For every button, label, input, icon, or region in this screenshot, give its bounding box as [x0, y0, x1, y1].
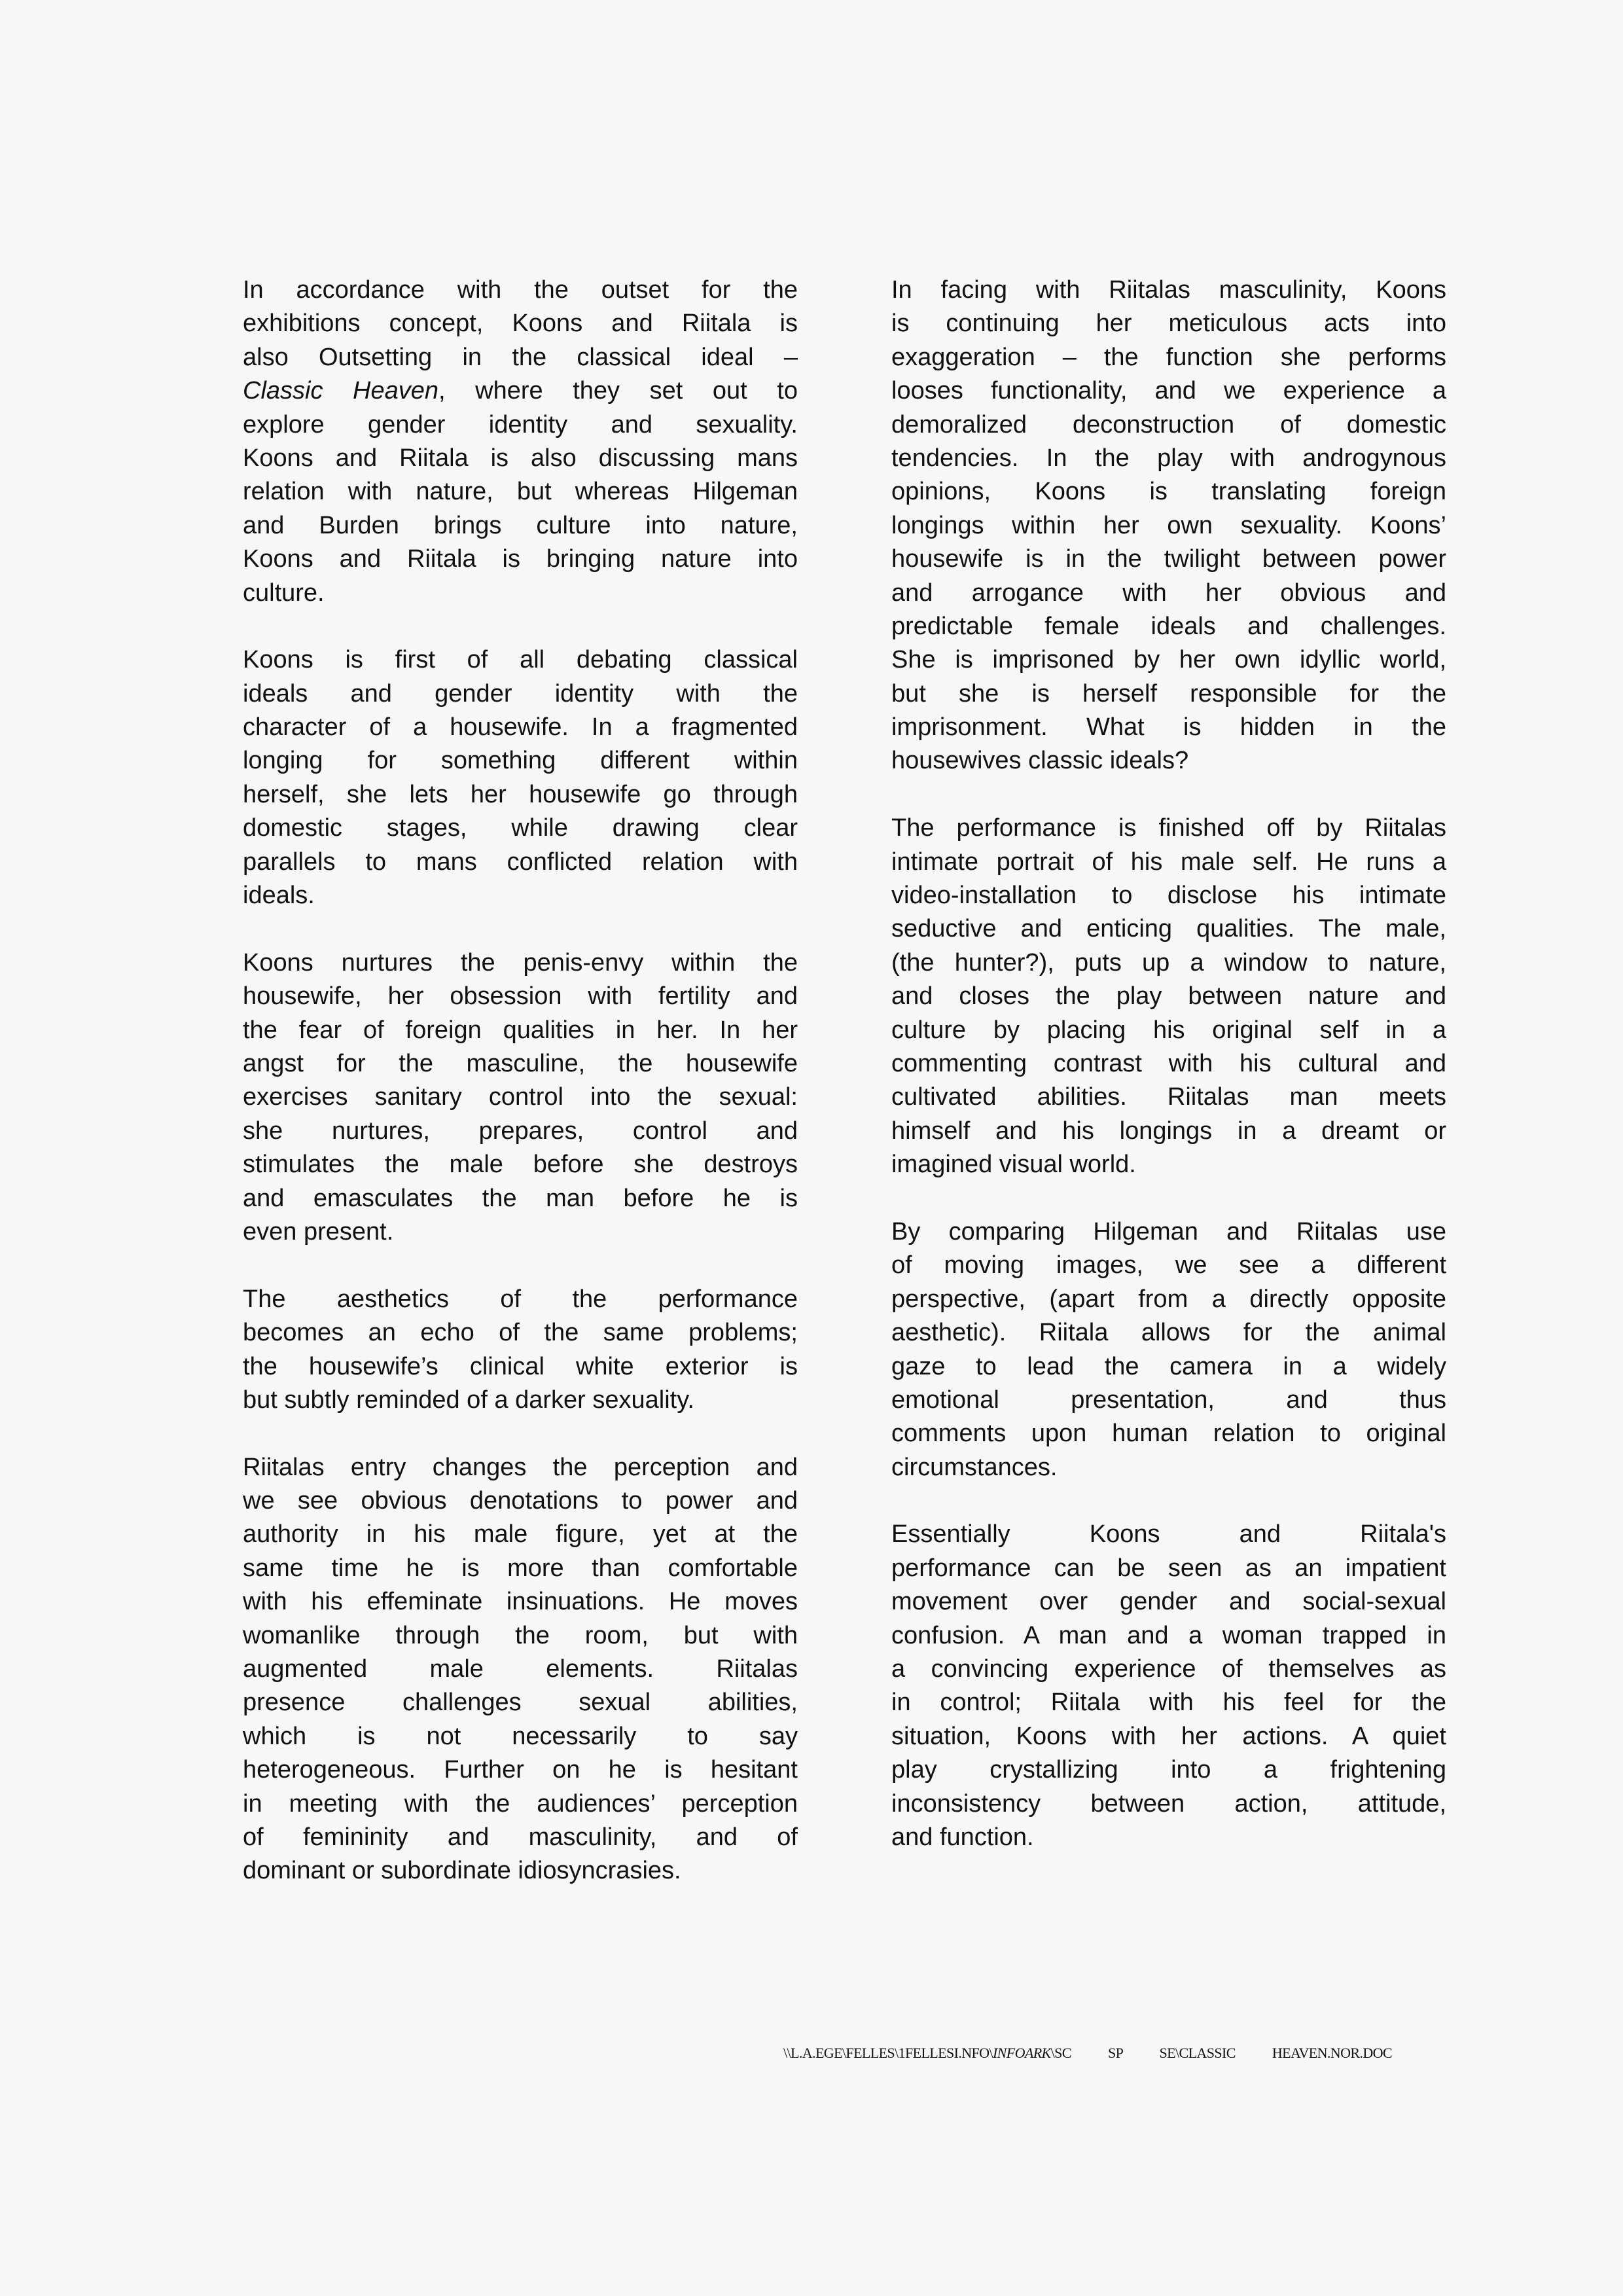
text-line: intimate portrait of his male self. He runs a — [891, 848, 1446, 876]
text-line: exercises sanitary control into the sexual: — [243, 1083, 798, 1111]
paragraph — [891, 812, 1446, 1181]
text-line: perspective, (apart from a directly opposite — [891, 1285, 1446, 1313]
text-line: By comparing Hilgeman and Riitalas use — [891, 1217, 1446, 1246]
text-line: Essentially Koons and Riitala's — [891, 1520, 1446, 1549]
text-line: is continuing her meticulous acts into — [891, 310, 1446, 338]
text-line: also Outsetting in the classical ideal – — [243, 343, 798, 371]
text-line: seductive and enticing qualities. The male, — [891, 915, 1446, 943]
text-line: explore gender identity and sexuality. — [243, 410, 798, 439]
text-line: housewives classic ideals? — [891, 747, 1189, 775]
text-line: exaggeration – the function she performs — [891, 343, 1446, 371]
text-line: same time he is more than comfortable — [243, 1554, 798, 1582]
text-line: longings within her own sexuality. Koons’ — [891, 511, 1446, 539]
text-line: comments upon human relation to original — [891, 1420, 1446, 1448]
text-line: inconsistency between action, attitude, — [891, 1789, 1446, 1818]
text-line: of moving images, we see a different — [891, 1251, 1446, 1280]
text-column-right — [891, 274, 1446, 1888]
text-line: in meeting with the audiences’ perception — [243, 1789, 798, 1818]
text-line: and closes the play between nature and — [891, 982, 1446, 1011]
text-line: She is imprisoned by her own idyllic world, — [891, 646, 1446, 674]
text-line: becomes an echo of the same problems; — [243, 1319, 798, 1347]
text-line: (the hunter?), puts up a window to nature, — [891, 948, 1446, 977]
text-line: Riitalas entry changes the perception and — [243, 1453, 798, 1481]
text-line: imagined visual world. — [891, 1151, 1136, 1179]
text-line: the housewife’s clinical white exterior is — [243, 1352, 798, 1380]
text-line: longing for something different within — [243, 747, 798, 775]
paragraph — [243, 946, 798, 1249]
text-line: a convincing experience of themselves as — [891, 1655, 1446, 1683]
text-line: ideals. — [243, 882, 315, 910]
paragraph — [891, 1518, 1446, 1854]
paragraph — [243, 1451, 798, 1888]
emphasis-text: Classic Heaven — [243, 377, 439, 405]
text-line: presence challenges sexual abilities, — [243, 1689, 798, 1717]
text-line: predictable female ideals and challenges. — [891, 612, 1446, 640]
text-line: himself and his longings in a dreamt or — [891, 1117, 1446, 1145]
text-line: the fear of foreign qualities in her. In her — [243, 1016, 798, 1044]
text-line: which is not necessarily to say — [243, 1722, 798, 1750]
text-line: stimulates the male before she destroys — [243, 1151, 798, 1179]
text-line: emotional presentation, and thus — [891, 1386, 1446, 1414]
paragraph — [243, 274, 798, 610]
text-line: aesthetic). Riitala allows for the animal — [891, 1319, 1446, 1347]
text-line: performance can be seen as an impatient — [891, 1554, 1446, 1582]
text-line: heterogeneous. Further on he is hesitant — [243, 1756, 798, 1784]
text-line: commenting contrast with his cultural and — [891, 1049, 1446, 1077]
text-line: authority in his male figure, yet at the — [243, 1520, 798, 1549]
text-line: imprisonment. What is hidden in the — [891, 713, 1446, 742]
text-line: we see obvious denotations to power and — [243, 1487, 798, 1515]
text-line: in control; Riitala with his feel for the — [891, 1689, 1446, 1717]
text-line: housewife is in the twilight between power — [891, 545, 1446, 573]
text-line: ideals and gender identity with the — [243, 679, 798, 708]
text-line: parallels to mans conflicted relation with — [243, 848, 798, 876]
text-line: and Burden brings culture into nature, — [243, 511, 798, 539]
text-line: Koons and Riitala is bringing nature into — [243, 545, 798, 573]
text-line: and emasculates the man before he is — [243, 1184, 798, 1212]
text-line: gaze to lead the camera in a widely — [891, 1352, 1446, 1380]
text-line: character of a housewife. In a fragmented — [243, 713, 798, 742]
paragraph — [891, 1215, 1446, 1484]
text-line: play crystallizing into a frightening — [891, 1756, 1446, 1784]
text-line: and function. — [891, 1823, 1034, 1851]
text-line: herself, she lets her housewife go through — [243, 780, 798, 808]
emphasis-text: INFOARK — [992, 2045, 1051, 2061]
text-line: The aesthetics of the performance — [243, 1285, 798, 1313]
text-line: augmented male elements. Riitalas — [243, 1655, 798, 1683]
text-line: opinions, Koons is translating foreign — [891, 478, 1446, 506]
text-line: Koons is first of all debating classical — [243, 646, 798, 674]
text-line: In facing with Riitalas masculinity, Koons — [891, 276, 1446, 304]
text-line: culture by placing his original self in a — [891, 1016, 1446, 1044]
text-line: she nurtures, prepares, control and — [243, 1117, 798, 1145]
paragraph — [243, 643, 798, 912]
text-line: womanlike through the room, but with — [243, 1621, 798, 1649]
text-line: with his effeminate insinuations. He moves — [243, 1588, 798, 1616]
text-line: The performance is finished off by Riitalas — [891, 814, 1446, 842]
text-line: domestic stages, while drawing clear — [243, 814, 798, 842]
text-column-left — [243, 274, 798, 1922]
text-line: housewife, her obsession with fertility and — [243, 982, 798, 1011]
text-line: confusion. A man and a woman trapped in — [891, 1621, 1446, 1649]
text-line: situation, Koons with her actions. A quiet — [891, 1722, 1446, 1750]
text-line: even present. — [243, 1217, 394, 1246]
text-line: Koons nurtures the penis-envy within the — [243, 948, 798, 977]
text-line: looses functionality, and we experience a — [891, 377, 1446, 405]
text-line: demoralized deconstruction of domestic — [891, 410, 1446, 439]
text-line: but she is herself responsible for the — [891, 679, 1446, 708]
text-line: but subtly reminded of a darker sexuality. — [243, 1386, 694, 1414]
text-line: cultivated abilities. Riitalas man meets — [891, 1083, 1446, 1111]
text-line: In accordance with the outset for the — [243, 276, 798, 304]
text-line: Koons and Riitala is also discussing mans — [243, 444, 798, 472]
text-line: relation with nature, but whereas Hilgeman — [243, 478, 798, 506]
text-line: and arrogance with her obvious and — [891, 579, 1446, 607]
paragraph — [243, 1283, 798, 1418]
text-line: dominant or subordinate idiosyncrasies. — [243, 1857, 681, 1885]
footer-file-path: \\L.A.EGE\FELLES\1FELLESI.NFO\INFOARK\SC SP SE\CLASSIC HEAVEN.NOR.DOC — [783, 2045, 1392, 2061]
text-line: angst for the masculine, the housewife — [243, 1049, 798, 1077]
text-line: of femininity and masculinity, and of — [243, 1823, 798, 1851]
text-line: circumstances. — [891, 1453, 1058, 1481]
text-line: exhibitions concept, Koons and Riitala is — [243, 310, 798, 338]
text-line: Classic Heaven, where they set out to — [243, 377, 798, 405]
paragraph — [891, 274, 1446, 778]
text-line: culture. — [243, 579, 325, 607]
text-line: movement over gender and social-sexual — [891, 1588, 1446, 1616]
text-line: tendencies. In the play with androgynous — [891, 444, 1446, 472]
text-line: video-installation to disclose his intimate — [891, 882, 1446, 910]
